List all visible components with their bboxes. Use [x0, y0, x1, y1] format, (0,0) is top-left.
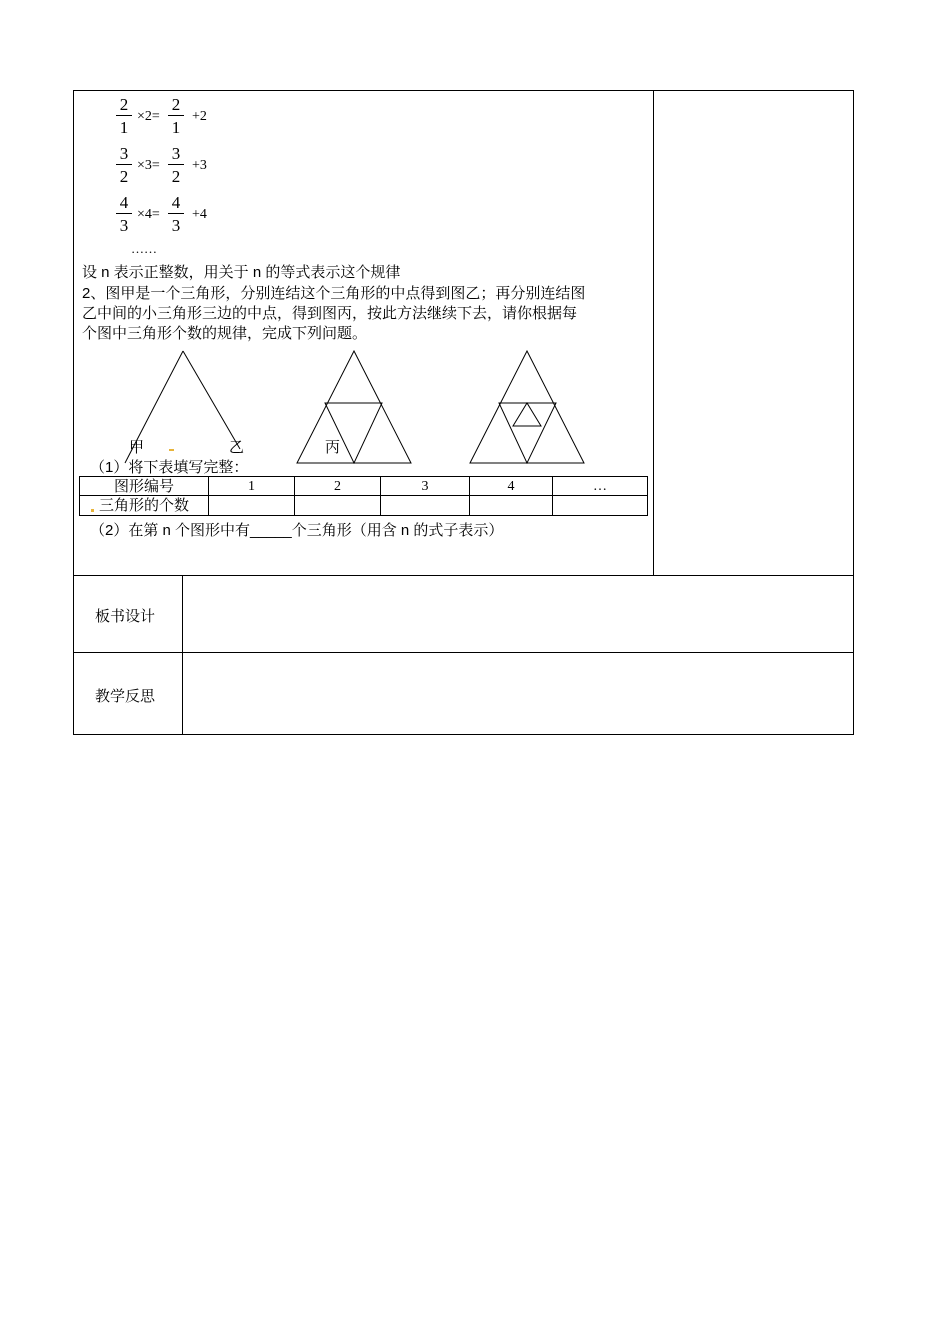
part2-text: （2）在第 n 个图形中有_____个三角形（用含 n 的式子表示） [90, 522, 504, 539]
eq2-num: 3 [119, 144, 129, 163]
eq1-num2: 2 [171, 95, 181, 114]
figure-bing [470, 351, 584, 463]
table-header-3: 3 [421, 479, 429, 494]
figure-yi [297, 351, 411, 463]
eq3-num2: 4 [171, 193, 181, 212]
eq3-mult: ×4= [137, 207, 160, 222]
eq3-add: +4 [192, 207, 207, 222]
eq2-add: +3 [192, 158, 207, 173]
table-header-4: 4 [507, 479, 515, 494]
label-bing: 丙 [325, 439, 341, 456]
eq1-den: 1 [119, 118, 129, 137]
teaching-reflection-label: 教学反思 [95, 688, 156, 705]
bing-inner [499, 403, 556, 463]
bing-outer [470, 351, 584, 463]
eq3-num: 4 [119, 193, 129, 212]
eq3-den2: 3 [171, 216, 181, 235]
table-header-label: 图形编号 [113, 478, 174, 495]
bing-innermost [513, 403, 541, 426]
label-yi: 乙 [229, 439, 245, 456]
table-row-label: 三角形的个数 [98, 497, 189, 514]
eq2-den2: 2 [171, 167, 181, 186]
label-jia: 甲 [129, 439, 145, 456]
problem2-line3: 个图中三角形个数的规律，完成下列问题。 [82, 325, 368, 342]
problem2-line1: 2、图甲是一个三角形，分别连结这个三角形的中点得到图乙；再分别连结图 [82, 285, 586, 302]
eq2-den: 2 [119, 167, 129, 186]
board-design-label: 板书设计 [95, 608, 156, 625]
eq3-den: 3 [119, 216, 129, 235]
border-bottom [73, 734, 854, 735]
ellipsis: …… [131, 241, 157, 256]
eq1-den2: 1 [171, 118, 181, 137]
table-header-ellipsis: … [593, 479, 607, 494]
eq2-mult: ×3= [137, 158, 160, 173]
problem1-text: 设 n 表示正整数，用关于 n 的等式表示这个规律 [82, 264, 401, 281]
yi-outer [297, 351, 411, 463]
table-header-1: 1 [248, 479, 255, 494]
eq1-mult: ×2= [137, 109, 160, 124]
part1-text: （1）将下表填写完整： [90, 459, 249, 476]
eq1-add: +2 [192, 109, 207, 124]
row-divider-2 [73, 652, 854, 653]
eq2-num2: 3 [171, 144, 181, 163]
table-header-2: 2 [334, 479, 341, 494]
jia-right-side [183, 351, 240, 449]
problem2-line2: 乙中间的小三角形三边的中点，得到图丙，按此方法继续下去，请你根据每 [82, 305, 578, 322]
yellow-mark-1 [169, 449, 174, 451]
eq1-num: 2 [119, 95, 129, 114]
